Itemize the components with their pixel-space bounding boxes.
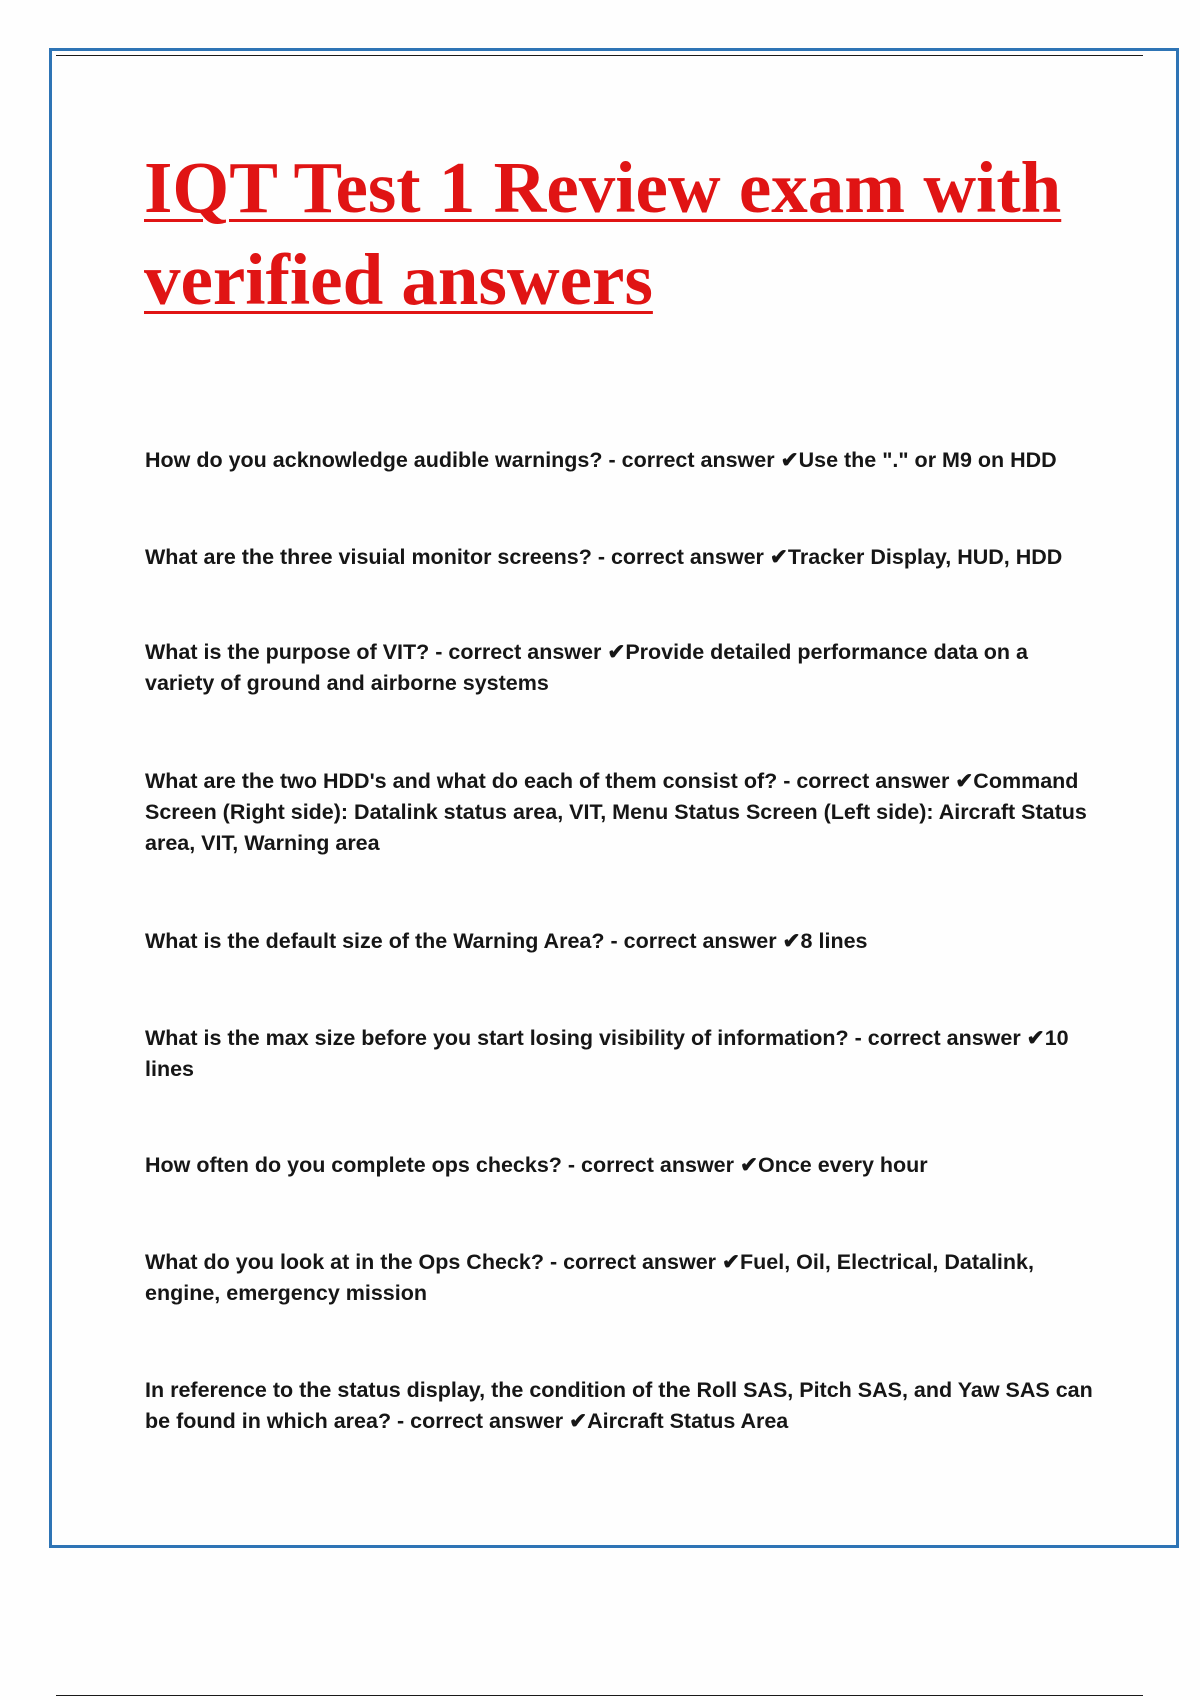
- qa-item-2: What are the three visuial monitor screens? - correct answer ✔Tracker Display, HUD, HDD: [145, 545, 1063, 569]
- qa-item-1: How do you acknowledge audible warnings? - correct answer ✔Use the "." or M9 on HDD: [145, 448, 1057, 472]
- qa-item-5: What is the default size of the Warning Area? - correct answer ✔8 lines: [145, 929, 868, 953]
- header-rule: [56, 55, 1143, 56]
- qa-item-6: What is the max size before you start losing visibility of information? - correct answer ✔10 lines: [145, 1026, 1069, 1081]
- qa-item-7: How often do you complete ops checks? - correct answer ✔Once every hour: [145, 1153, 928, 1177]
- qa-item-9: In reference to the status display, the condition of the Roll SAS, Pitch SAS, and Yaw SAS can be found in which area? - correct answer ✔Aircraft Status Area: [145, 1378, 1093, 1433]
- qa-item-3: What is the purpose of VIT? - correct answer ✔Provide detailed performance data on a variety of ground and airborne systems: [145, 640, 1028, 695]
- document-title: IQT Test 1 Review exam with verified answers: [144, 147, 1062, 320]
- footer-rule: [56, 1695, 1143, 1696]
- qa-item-8: What do you look at in the Ops Check? - correct answer ✔Fuel, Oil, Electrical, Datalink, engine, emergency mission: [145, 1250, 1034, 1305]
- qa-item-4: What are the two HDD's and what do each of them consist of? - correct answer ✔Command Screen (Right side): Datalink status area, VIT, Menu Status Screen (Left side): Aircraft Status area, VIT, Warning area: [145, 769, 1087, 855]
